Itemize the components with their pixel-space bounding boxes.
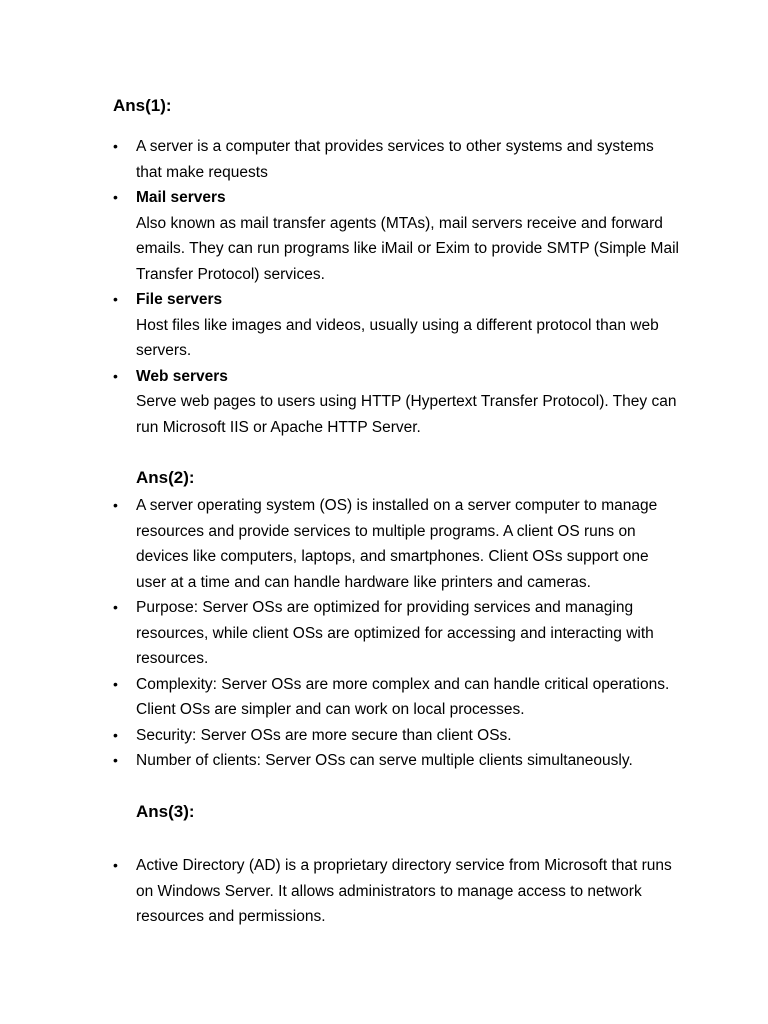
- list-item: [0, 287, 681, 364]
- list-item: [0, 853, 681, 930]
- list-item-text: A server operating system (OS) is installed on a server computer to manage resources and provide services to multiple programs. A client OS runs on devices like computers, laptops, and smartphones. Client OSs support one user at a time and can handle hardware like printers and cameras.: [136, 497, 658, 591]
- list-item-text: Active Directory (AD) is a proprietary directory service from Microsoft that runs on Windows Server. It allows administrators to manage access to network resources and permissions.: [136, 857, 672, 925]
- section-1-list: [0, 134, 768, 440]
- list-item: [0, 672, 681, 723]
- list-item-text: Also known as mail transfer agents (MTAs), mail servers receive and forward emails. They can run programs like iMail or Exim to provide SMTP (Simple Mail Transfer Protocol) services.: [136, 214, 679, 283]
- bullet-icon: •: [113, 752, 118, 768]
- list-item: [0, 748, 681, 774]
- bullet-icon: •: [113, 189, 118, 205]
- list-item-text: Serve web pages to users using HTTP (Hypertext Transfer Protocol). They can run Microsoft IIS or Apache HTTP Server.: [136, 393, 677, 436]
- list-item-title: File servers: [136, 291, 223, 308]
- list-item: [0, 185, 681, 287]
- list-item-text: Number of clients: Server OSs can serve multiple clients simultaneously.: [136, 752, 633, 769]
- list-item-title: Web servers: [136, 367, 228, 385]
- bullet-icon: •: [113, 367, 118, 384]
- list-item-text: A server is a computer that provides services to other systems and systems that make requests: [136, 138, 654, 181]
- list-item: [0, 723, 681, 749]
- list-item: [0, 364, 681, 441]
- list-item-text: Purpose: Server OSs are optimized for providing services and managing resources, while client OSs are optimized for accessing and interacting with resources.: [136, 599, 654, 667]
- bullet-icon: •: [113, 726, 118, 743]
- section-3-list: [0, 853, 768, 930]
- section-3-heading: Ans(3):: [136, 802, 195, 821]
- list-item: [0, 595, 681, 672]
- list-item-text: Security: Server OSs are more secure than client OSs.: [136, 726, 512, 744]
- list-item-text: Complexity: Server OSs are more complex and can handle critical operations. Client OSs are simpler and can work on local processes.: [136, 675, 670, 718]
- list-item: [0, 134, 681, 185]
- bullet-icon: •: [113, 138, 118, 154]
- list-item: [0, 493, 681, 595]
- bullet-icon: •: [113, 497, 118, 513]
- list-item-title: Mail servers: [136, 189, 226, 206]
- bullet-icon: •: [113, 599, 118, 615]
- bullet-icon: •: [113, 857, 118, 873]
- section-1-heading: Ans(1):: [113, 96, 172, 115]
- bullet-icon: •: [113, 675, 118, 692]
- section-2-list: [0, 493, 768, 774]
- section-2-heading: Ans(2):: [136, 468, 195, 487]
- list-item-text: Host files like images and videos, usually using a different protocol than web servers.: [136, 316, 659, 359]
- bullet-icon: •: [113, 291, 118, 307]
